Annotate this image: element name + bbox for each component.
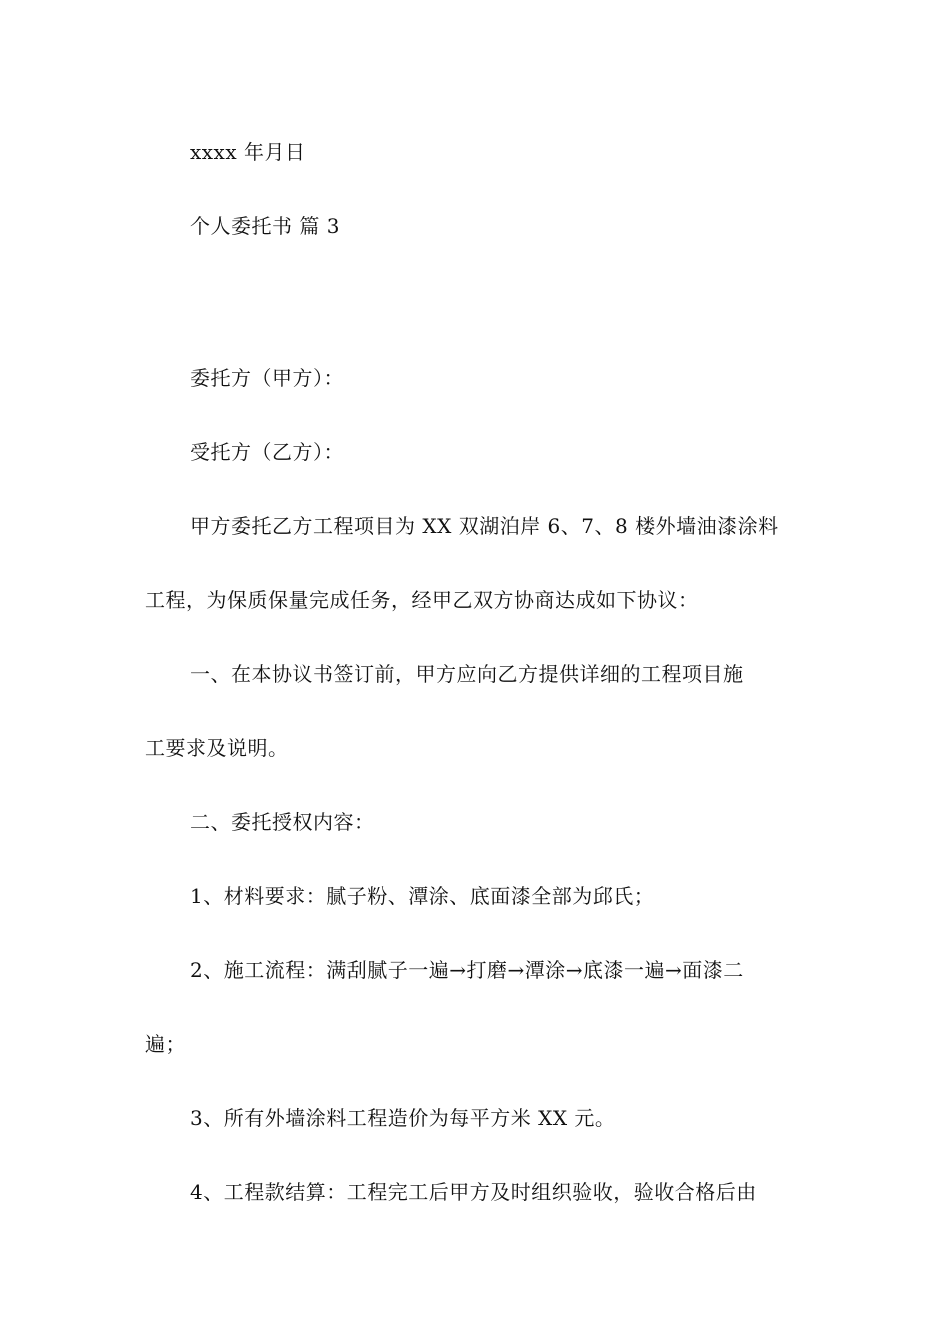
- paragraph-line: 工要求及说明。: [145, 736, 289, 760]
- clause-item: 3、所有外墙涂料工程造价为每平方米 XX 元。: [190, 1106, 616, 1130]
- paragraph-line: 一、在本协议书签订前，甲方应向乙方提供详细的工程项目施: [190, 662, 744, 686]
- date-line: xxxx 年月日: [190, 140, 306, 164]
- paragraph-line: 甲方委托乙方工程项目为 XX 双湖泊岸 6、7、8 楼外墙油漆涂料: [190, 514, 779, 538]
- clause-item-continuation: 遍；: [145, 1032, 186, 1056]
- clause-item: 4、工程款结算：工程完工后甲方及时组织验收，验收合格后由: [190, 1180, 757, 1204]
- section-title: 个人委托书 篇 3: [190, 214, 340, 238]
- clause-heading: 二、委托授权内容：: [190, 810, 375, 834]
- party-a-line: 委托方（甲方）：: [190, 366, 344, 390]
- party-b-line: 受托方（乙方）：: [190, 440, 344, 464]
- clause-item: 1、材料要求：腻子粉、潭涂、底面漆全部为邱氏；: [190, 884, 655, 908]
- clause-item: 2、施工流程：满刮腻子一遍→打磨→潭涂→底漆一遍→面漆二: [190, 958, 744, 982]
- paragraph-line: 工程，为保质保量完成任务，经甲乙双方协商达成如下协议：: [145, 588, 699, 612]
